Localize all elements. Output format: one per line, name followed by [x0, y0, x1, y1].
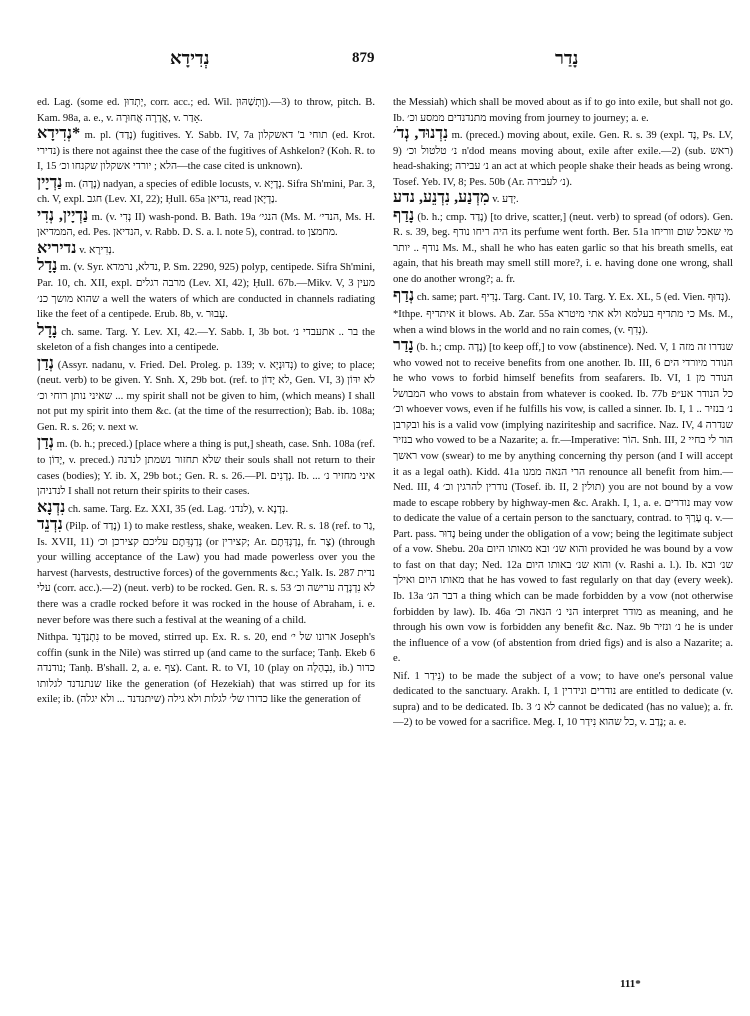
entry-text: Nif. נִידַר 1) to be made the subject of a vow; to have one's personal value dedicated to the sanctuary. Arakh. I, 1 נודרים ונידרין are entitled to dedicate (v. supra) and to be dedicated. Ib. 3 לא נ׳ cannot be dedicated (has no value); a. fr.—2) to be vowed for a sacrifice. Meg. I, 10 כל שהוא נִידַר, v. נָדַב; a. e.: [393, 670, 733, 729]
entry: [37, 517, 375, 628]
entry: [37, 628, 375, 708]
guide-word-left: נְדִידָא: [170, 48, 210, 68]
entry-text: m. (נָדָה) nadyan, a species of edible locusts, v. נְדָיָא. Sifra Sh'mini, Par. 3, ch. V, expl. חגב (Lev. XI, 22); Ḥull. 65a גדיאן, read נַדְיָאן.: [37, 178, 375, 206]
headword: נָדַף: [393, 206, 415, 224]
entry: [393, 126, 733, 190]
entry-text: ch. same. Targ. Ez. XXI, 35 (ed. Lag. לנדנ׳), v. נְדָנָא.: [68, 503, 289, 515]
entry: [37, 175, 375, 208]
headword: נְדַף: [393, 286, 415, 304]
entry-text: m. (preced.) moving about, exile. Gen. R. s. 39 (expl. נָד, Ps. LV, 9) נ׳ טלטול וכ׳ n'dod means moving about, exile after exile.—2) (sub. ראש) head-shaking; נ׳ עבירה an act at which people shake their heads as being wrong. Tosef. Yeb. IV, 8; Pes. 50b (Ar. נ׳ לעבירה).: [393, 130, 733, 188]
entry: [37, 258, 375, 322]
entry-text: v. יְדַע.: [492, 194, 519, 206]
entry: [393, 190, 733, 208]
entry: [37, 93, 375, 126]
entry-text: (b. h.; cmp. נָדָה) [to keep off,] to vow (abstinence). Ned. V, 1 שנדרו זה מזה who vowed not to receive benefits from one another. Ib. III, 6 הנודר מיורדי הים he who vows to forbid himself benefits from seafarers. Ib. VI, 1 הנודר מן המבושל who vows to abstain from whatever is cooked. Ib. 77b כל הנודר אע״פ וכ׳ whoever vows, even if he fulfills his vow, is called a sinner. Ib. I, 1 .. נ׳ בנזיר ובקרבן his is a valid vow (implying naziriteship and sacrifice. Naz. IV, 4 שנדרה בנזיר who vowed to be a Nazarite; a. fr.—Imperative: הוֹר. Snh. III, 2 הור לי בחיי ראשך vow (swear) to me by anything concerning thy person (and I will accept it as a legal oath). Kidd. 41a הרי הנאה ממנו renounce all benefit from him.—Ned. III, 4 נודרין להרגין וכ׳ (Tosef. ib. II, 2 תולין) you are not bound by a vow made to escape robbery by highway-men &c. Arakh. I, 1, a. e. נודרים may vow to dedicate the value of a certain person to the sanctuary, contrad. to עָרַךְ q. v.—Part. pass. נָדוּר being under the obligation of a vow; being the legitimate subject of a vow. Shebu. 20a והוא שנ׳ ובא מאותו היום provided he was bound by a vow to fast on that day; Ned. 12a והוא שנ׳ באותו היום (v. Rashi a. l.). Ib. שנ׳ ובא מאותו היום ואילך that he has vowed to fast regularly on that day (every week). Ib. 13a דבר הנ׳ a thing which can be made forbidden by a vow (not otherwise forbidden by law). Ib. 46a הני נ׳ הנאה וכ׳ interpret מודר as meaning, and he through his own vow is forbidden any benefit &c. Naz. 9b נ׳ ונזיר he is under the influence of a vow (of abstention from dried figs) and is also a Nazarite; a. e.: [393, 342, 733, 665]
signature-mark: 111*: [620, 978, 641, 990]
entry: [37, 500, 375, 518]
page-number: 879: [352, 50, 375, 66]
headword: נָדָל: [37, 257, 58, 275]
headword: נִדְנוּד, נְדֹ׳: [393, 125, 449, 143]
headword: נַדְיָין, נְדִי: [37, 206, 89, 224]
entry: [37, 208, 375, 241]
entry-text: Nithpa. נִתְנַדְנֵד to be moved, stirred up. Ex. R. s. 20, end ארונו של י׳ Joseph's coffin (sunk in the Nile) was stirred up (and came to the surface; Tanḥ. Ekeb 6 נודנדה; Tanḥ. B'shall. 2, a. e. צף). Cant. R. to VI, 10 (play on נִבְהַלָה, ib.) כדור שנתנדנד לגלותו like the generation (of Hezekiah) that was stirred up for its exile; ib. כדורו של׳ לגלות ולא גילה (שיתנדנד ... ולא יגלה) like the generation of: [37, 632, 375, 706]
entry-text: ch. same. Targ. Y. Lev. XI, 42.—Y. Sabb. I, 3b bot. בר .. אתעבדי נ׳ the skeleton of a fish changes into a centipede.: [37, 326, 375, 354]
entry: [37, 126, 375, 175]
entry-text: (b. h.; cmp. נָדַד) [to drive, scatter,] (neut. verb) to spread (of odors). Gen. R. s. 39, beg. היה ריחו נודף its perfume went forth. Ber. 51a מי שאכל שום ווריחו נודף .. יותר Ms. M., shall he who has eaten garlic so that his breath smells, eat again, that his breath may smell still more?, i. e. having done one wrong, shall one do another wrong?; a. fr.: [393, 211, 733, 286]
entry-text: m. (v. נְדִי II) wash-pond. B. Bath. 19a הנגי׳ (Ms. M. הנדי׳, Ms. H. הממדיאן, ed. Pes. הנדיאן, v. Rabb. D. S. a. l. note 5), contrad. to מחמצן.: [37, 211, 375, 239]
entry: [393, 338, 733, 666]
headword: נַדְיָין: [37, 173, 63, 191]
headword: נְדַן: [37, 354, 54, 372]
entry: [393, 667, 733, 731]
entry-text: (Pilp. of נָדַד) 1) to make restless, shake, weaken. Lev. R. s. 18 (ref. to גַר, Is. XVII, 11) נְדַנְדֵּתֶם עליכם קצירכן וכ׳ (or קצירין; Ar. נְדַנְדַּתֶם, fr. צָר) (through your willing acceptance of the Law) you had made powerless over you the harvest (harvests, destructive forces) of the governments &c.; Yalk. Is. 287 נדית עלי (corr. acc.).—2) (neut. verb) to be rocked. Gen. R. s. 53 לא נִדְנְדָה ערישה וכ׳ there was a cradle rocked before it was rocked in the house of Abraham, i. e. never before was there such a festival at the weaning of a child.: [37, 521, 375, 626]
entry-text: (Assyr. nadanu, v. Fried. Del. Proleg. p. 139; v. נְדוּנְיָא) to give; to place; (neut. verb) to be given. Y. Snh. X, 29b bot. (ref. to לא יָדוֹן, Gen. VI, 3) לא יִדּוֹן ... שאיני נותן רוחי וכ׳ my spirit shall not be given to him, (which means) I shall not put my spirit into them &c. (at the time of the resurrection); Bab. ib. 108a; Gen. R. s. 26; v. next w.: [37, 359, 375, 433]
entry: [393, 305, 733, 338]
headword: נדיריא: [37, 239, 77, 257]
headword: נְדִידָא*: [37, 125, 81, 143]
entry: [393, 93, 733, 126]
entry: [37, 241, 375, 259]
headword: מִדְנַע, נִדְנֵע, נדע: [393, 189, 490, 207]
entry-text: ch. same; part. נָדִיף. Targ. Cant. IV, 10. Targ. Y. Ex. XL, 5 (ed. Vien. נְדוּף).: [416, 291, 731, 303]
running-header: [0, 42, 750, 72]
entry: [393, 288, 733, 306]
headword: נִדְנֵד: [37, 516, 63, 534]
headword: נְדַן: [37, 434, 54, 452]
entry: [37, 435, 375, 499]
headword: נָדָל: [37, 321, 58, 339]
entry-text: m. (v. Syr. נדלא, נרמדא, P. Sm. 2290, 925) polyp, centipede. Sifra Sh'mini, Par. 10, ch. XII, expl. מרבה רגלים (Lev. XI, 42); Ḥull. 67b.—Mikv. V, 3 מעין שהוא מושך כנ׳ a well the waters of which are conducted in channels radiating like the feet of a centipede. Erub. 8b, v. עָבוּר.: [37, 262, 375, 321]
right-column: [393, 93, 733, 973]
entry-text: ed. Lag. (some ed. יְתְדוּן, corr. acc.; ed. Wil. וְתְשַׁהּוּן).—3) to throw, pitch. B. Kam. 98a, a. e., v. אֲדָרָה אֲחוּרָה, v. אָדַר.: [37, 97, 375, 124]
entry-text: *Ithpe. איתדיף it blows. Ab. Zar. 55a כי מתדיף בעלמא ולא אתי מיטרא Ms. M., when a wind blows in the world and no rain comes, (v. נְדִף).: [393, 309, 733, 336]
entry: [37, 356, 375, 436]
entry-text: v. נְדִירָא.: [79, 244, 115, 256]
headword: נִדְנָא: [37, 498, 66, 516]
entry-text: m. (b. h.; preced.) [place where a thing is put,] sheath, case. Snh. 108a (ref. to יָדוֹן, v. preced.) שלא תחזור נשמתן לנדנה their souls shall not return to their cases (bodies); Y. ib. X, 29b bot.; Gen. R. s. 26.—Pl. נְדָנִים. Ib. ... איני מחזיר נ׳ לנדניהן I shall not return their spirits to their cases.: [37, 439, 375, 498]
entry-text: the Messiah) which shall be moved about as if to go into exile, but shall not go. Ib. מתנדנדים ממסע וכ׳ moving from journey to journey; a. e.: [393, 97, 733, 124]
headword: נָדַר: [393, 337, 414, 355]
entry: [37, 323, 375, 356]
guide-word-right: נָדַר: [555, 48, 579, 68]
entry-text: m. pl. (נָדַד) fugitives. Y. Sabb. IV, 7a תוחי ב' דאשקלון (ed. Krot. נדירי) is there not against thee the case of the fugitives of Ashkelon? (Koh. R. to I, 15 הלא ; יורדי אשקלון שקנחו וכ׳—the case cited is unknown).: [37, 130, 375, 173]
left-column: [37, 93, 375, 973]
entry: [393, 208, 733, 288]
